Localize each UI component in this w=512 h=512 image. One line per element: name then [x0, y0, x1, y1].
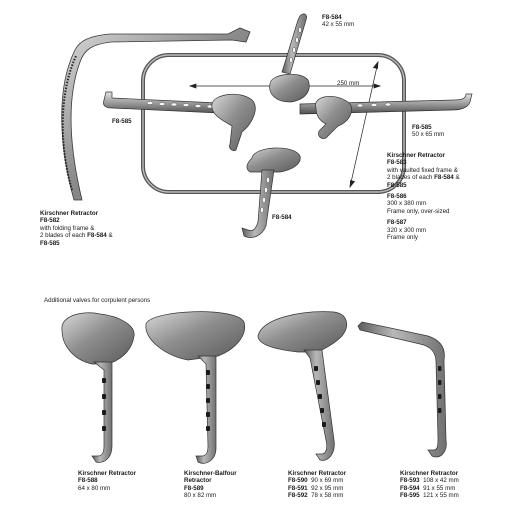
caption-590: [288, 470, 346, 500]
caption-590-row-1-code: F8-591: [288, 484, 308, 492]
caption-590-row-2: [288, 492, 346, 499]
caption-582: [40, 210, 113, 247]
caption-583-line2a: 2 blades of each: [387, 174, 435, 182]
blade-585-right-image: [300, 94, 472, 138]
caption-583-code: F8-583: [387, 159, 407, 167]
caption-590-row-1-size: 92 x 95 mm: [311, 484, 344, 492]
caption-583-line3: F8-585: [387, 181, 407, 189]
caption-586-code: F8-586: [387, 193, 407, 201]
caption-582-line3: F8-585: [40, 239, 60, 247]
label-585-right-size: 50 x 65 mm: [412, 131, 445, 139]
blade-584-top-image: [270, 14, 310, 102]
valve-588-image: [62, 313, 134, 463]
caption-583-line2c: &: [453, 174, 460, 182]
caption-583-line2b: F8-584: [434, 174, 454, 182]
caption-590-row-0: [288, 477, 346, 484]
dimension-250-label: 250 mm: [337, 80, 360, 87]
valve-590-image: [258, 312, 347, 461]
caption-589-title1: Kirschner-Balfour: [184, 470, 237, 477]
caption-586-note: Frame only, over-sized: [387, 207, 450, 215]
caption-593-row-2-size: 121 x 55 mm: [423, 492, 459, 500]
caption-589-code: F8-589: [184, 484, 204, 492]
caption-593-title: Kirschner Retractor: [400, 470, 459, 477]
caption-593-row-2: [400, 492, 459, 499]
caption-593-row-0-code: F8-593: [400, 477, 420, 485]
valve-589-image: [146, 312, 245, 464]
caption-593-row-1: [400, 485, 459, 492]
caption-582-line2c: &: [106, 232, 113, 240]
label-584-bottom: F8-584: [272, 214, 292, 221]
label-584-top: [322, 14, 354, 29]
caption-583-line1: with vaulted fixed frame &: [387, 166, 458, 174]
caption-593-row-1-size: 91 x 55 mm: [423, 484, 456, 492]
caption-582-code: F8-582: [40, 217, 60, 225]
caption-587-code: F8-587: [387, 219, 407, 227]
caption-588: [78, 470, 136, 492]
section-title: Additional valves for corpulent persons: [44, 297, 151, 304]
caption-589: [184, 470, 237, 500]
caption-593-row-0: [400, 477, 459, 484]
caption-582-line2b: F8-584: [87, 232, 107, 240]
caption-582-line1: with folding frame &: [40, 224, 95, 232]
caption-583-line2: [387, 174, 460, 181]
caption-593-row-0-size: 108 x 42 mm: [423, 477, 459, 485]
caption-582-line2: [40, 232, 113, 239]
label-585-left: F8-585: [112, 118, 132, 125]
caption-589-title2: Retractor: [184, 477, 212, 485]
caption-590-row-1: [288, 485, 346, 492]
caption-586-size: 300 x 380 mm: [387, 200, 427, 208]
valve-593-image: [358, 322, 446, 457]
caption-583-title: Kirschner Retractor: [387, 152, 446, 159]
label-585-right-code: F8-585: [412, 124, 432, 131]
caption-593: [400, 470, 459, 500]
caption-588-title: Kirschner Retractor: [78, 470, 137, 477]
caption-589-size: 80 x 82 mm: [184, 492, 217, 500]
caption-593-row-1-code: F8-594: [400, 484, 420, 492]
caption-590-title: Kirschner Retractor: [288, 470, 347, 477]
caption-582-line2a: 2 blades of each: [40, 232, 88, 240]
caption-588-code: F8-588: [78, 477, 98, 485]
caption-583: [387, 152, 460, 241]
caption-590-row-2-code: F8-592: [288, 492, 308, 500]
caption-587-size: 320 x 300 mm: [387, 226, 427, 234]
caption-588-size: 64 x 80 mm: [78, 484, 111, 492]
label-584-top-size: 42 x 55 mm: [322, 21, 355, 29]
label-585-right: [412, 124, 444, 139]
caption-590-row-0-code: F8-590: [288, 477, 308, 485]
caption-590-row-2-size: 78 x 58 mm: [311, 492, 344, 500]
caption-587-note: Frame only: [387, 234, 418, 242]
caption-590-row-0-size: 90 x 69 mm: [311, 477, 344, 485]
label-584-top-code: F8-584: [322, 14, 342, 21]
caption-593-row-2-code: F8-595: [400, 492, 420, 500]
caption-582-title: Kirschner Retractor: [40, 210, 99, 217]
